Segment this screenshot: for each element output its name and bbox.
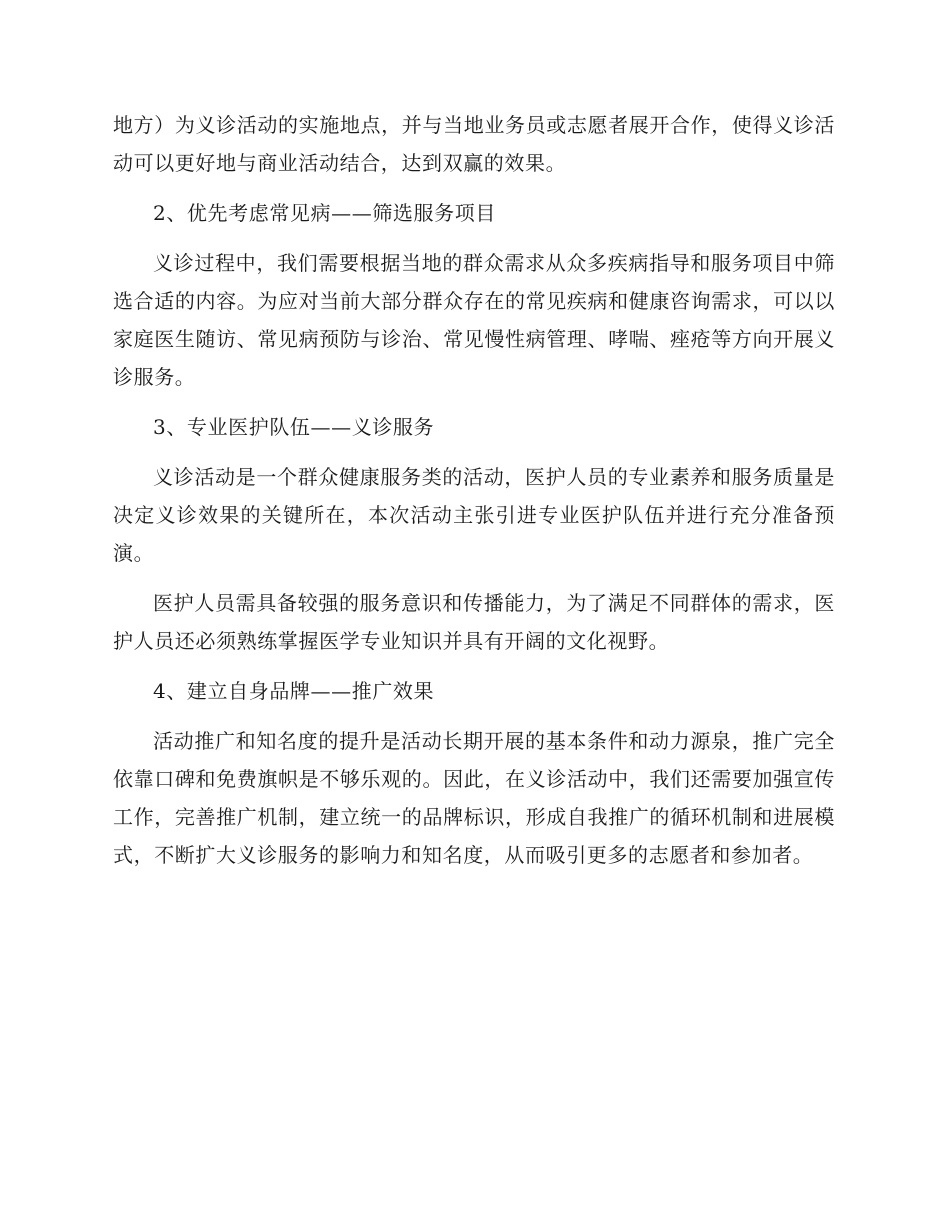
section-heading-2: 2、优先考虑常见病——筛选服务项目 [153, 201, 496, 225]
paragraph-service-selection: 义诊过程中，我们需要根据当地的群众需求从众多疾病指导和服务项目中筛选合适的内容。为应对当前大部分群众存在的常见疾病和健康咨询需求，可以以家庭医生随访、常见病预防与诊治、常见慢性病管理、哮喘、痤疮等方向开展义诊服务。 [113, 251, 835, 389]
document-body [113, 106, 835, 886]
paragraph-medical-staff-requirements: 医护人员需具备较强的服务意识和传播能力，为了满足不同群体的需求，医护人员还必须熟练掌握医学专业知识并具有开阔的文化视野。 [113, 591, 835, 653]
paragraph-medical-team: 义诊活动是一个群众健康服务类的活动，医护人员的专业素养和服务质量是决定义诊效果的关键所在，本次活动主张引进专业医护队伍并进行充分准备预演。 [113, 465, 835, 565]
section-heading-3: 3、专业医护队伍——义诊服务 [153, 415, 435, 439]
section-heading-4: 4、建立自身品牌——推广效果 [153, 679, 435, 703]
paragraph-continuation: 地方）为义诊活动的实施地点，并与当地业务员或志愿者展开合作，使得义诊活动可以更好地与商业活动结合，达到双赢的效果。 [113, 113, 835, 175]
paragraph-brand-promotion: 活动推广和知名度的提升是活动长期开展的基本条件和动力源泉，推广完全依靠口碑和免费旗帜是不够乐观的。因此，在义诊活动中，我们还需要加强宣传工作，完善推广机制，建立统一的品牌标识，形成自我推广的循环机制和进展模式，不断扩大义诊服务的影响力和知名度，从而吸引更多的志愿者和参加者。 [113, 729, 835, 867]
